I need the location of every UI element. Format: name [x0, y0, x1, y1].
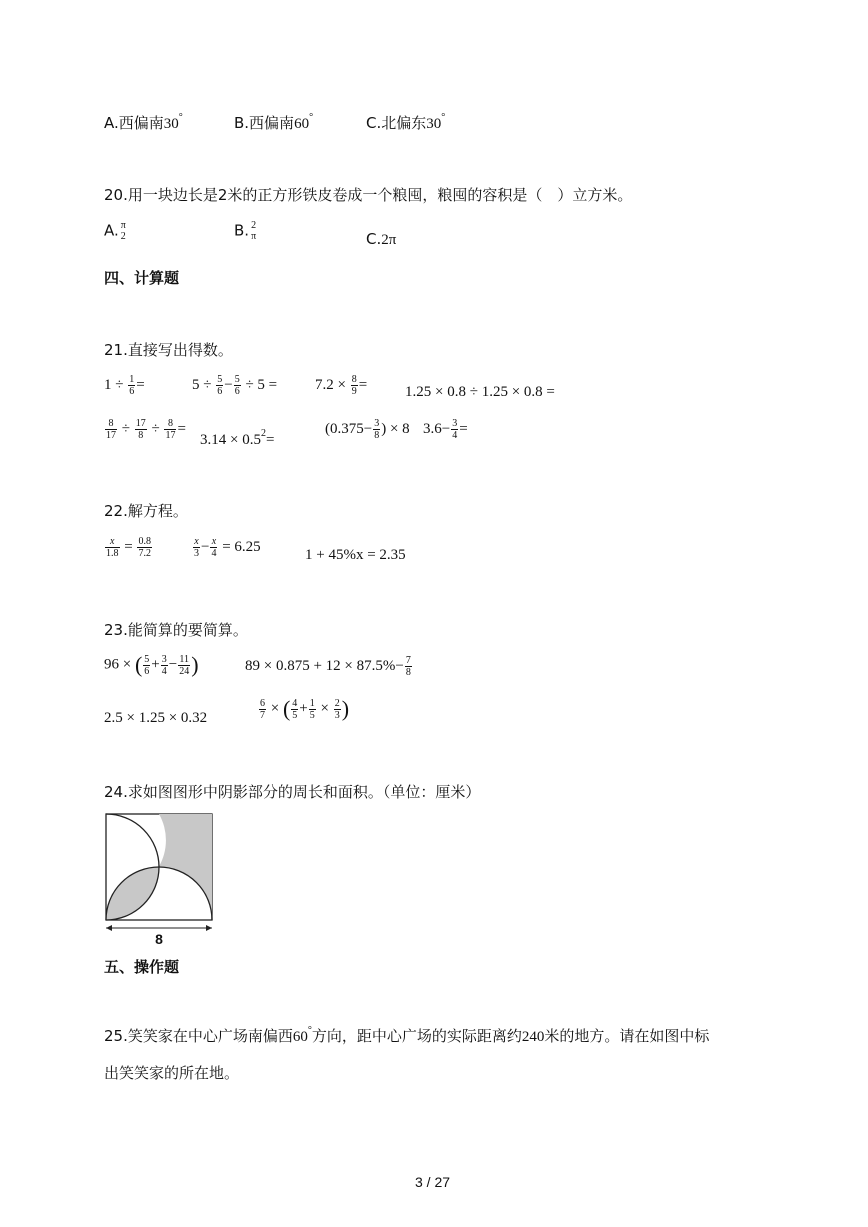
q21-expr-7 [325, 418, 410, 441]
expr-text: × [267, 700, 283, 717]
option-value: 30 [426, 116, 442, 132]
numerator: 3 [452, 418, 458, 429]
expr-text: 3.6− [423, 420, 451, 437]
numerator: 0.8 [138, 536, 151, 547]
fraction [105, 536, 120, 559]
numerator: 6 [260, 697, 265, 709]
degree-sign: ° [178, 112, 183, 123]
option-value: 30 [163, 116, 179, 132]
expr-text: 7.2 × [315, 376, 350, 393]
fraction [216, 374, 223, 397]
denominator: 7 [260, 709, 265, 721]
q25-line-2: 出笑笑家的所在地。 [104, 1064, 240, 1082]
numerator: 3 [161, 653, 167, 665]
q21-stem: 21.直接写出得数。 [104, 341, 233, 359]
denominator: 24 [179, 665, 190, 677]
numerator: 3 [374, 418, 380, 429]
expr-text: 3.14 × 0.5 [200, 432, 261, 448]
q20-option-c [366, 230, 396, 249]
fraction [120, 220, 127, 242]
q24-stem: 24.求如图图形中阴影部分的周长和面积。（单位：厘米） [104, 783, 481, 801]
option-value: 60 [294, 116, 310, 132]
expr-text: + [151, 656, 160, 673]
fraction [309, 698, 316, 721]
numerator: 5 [144, 653, 150, 665]
denominator: 17 [106, 430, 116, 441]
section-5-title: 五、操作题 [104, 958, 180, 976]
fraction [234, 374, 241, 397]
fraction [373, 418, 380, 441]
expr-text: ÷ [147, 420, 164, 437]
fraction [105, 418, 117, 441]
q21-expr-1 [104, 374, 145, 397]
option-label: C.北偏东 [366, 114, 427, 132]
q22-equation-2: $\frac{x}{3}$ − $\frac{x}{4}$ = 6.25 [194, 536, 261, 559]
option-label: B. [234, 221, 250, 240]
expr-text: ) × 8 [381, 420, 410, 437]
q20-option-b [234, 220, 258, 242]
section-4-title: 四、计算题 [104, 269, 180, 287]
denominator: 4 [211, 548, 217, 559]
option-label: A. [104, 221, 119, 240]
expr-text: 96 × [104, 656, 135, 673]
text-span: 25.笑笑家在中心广场南偏西 [104, 1027, 293, 1045]
numerator: 8 [164, 418, 176, 430]
q23-expr-1: 96 × ( $\frac{5}{6}$ + $\frac{3}{4}$ − $\frac{11}{24}$ ) [104, 652, 199, 677]
q23-expr-3: 2.5 × 1.25 × 0.32 [104, 710, 208, 726]
numerator: x [105, 536, 120, 548]
q21-expr-5 [104, 418, 186, 441]
fraction [193, 536, 200, 559]
q22-equation-1 [104, 536, 153, 559]
fraction [178, 654, 190, 677]
fraction [451, 418, 458, 441]
numerator: 2 [251, 220, 257, 231]
denominator: 6 [217, 386, 223, 397]
fraction [210, 536, 217, 559]
q22-equation-3: 1 + 45%x = 2.35 [305, 547, 406, 563]
fraction [135, 418, 147, 441]
expr-text: = [358, 376, 368, 393]
denominator: 8 [374, 430, 380, 441]
page-number: 3 / 27 [415, 1174, 451, 1190]
denominator: π [251, 231, 257, 242]
denominator: 1.8 [106, 548, 119, 559]
expr-text: ÷ [118, 420, 134, 437]
q21-expr-3 [315, 374, 367, 397]
expr-text: = [265, 432, 275, 448]
dimension-label: 8 [155, 931, 163, 947]
denominator: 3 [334, 709, 340, 721]
expr-text: 1 ÷ [104, 376, 128, 393]
fraction [161, 654, 168, 677]
degree-sign: ° [307, 1025, 312, 1036]
denominator: 2 [120, 231, 126, 242]
q21-expr-6 [200, 428, 274, 449]
numerator: x [211, 536, 217, 547]
option-label: C. [366, 230, 382, 248]
numerator: 1 [129, 374, 135, 385]
expr-text: ÷ 5 = [245, 376, 278, 393]
expr-text: = [177, 420, 186, 437]
numerator: 17 [135, 418, 146, 429]
expr-text: = [120, 538, 137, 555]
numerator: 1 [309, 697, 315, 709]
q25-line-1 [104, 1025, 709, 1046]
distance-value: 240 [521, 1029, 545, 1045]
fraction [137, 536, 152, 559]
denominator: 9 [351, 386, 357, 397]
denominator: 3 [194, 548, 199, 559]
expr-text: − [168, 656, 178, 673]
option-label: B.西偏南 [234, 114, 295, 132]
fraction [259, 698, 266, 721]
expr-text: × [316, 700, 333, 717]
q20-stem: 20.用一块边长是2米的正方形铁皮卷成一个粮囤，粮囤的容积是（ ）立方米。 [104, 186, 633, 204]
denominator: 4 [452, 430, 458, 441]
numerator: 5 [234, 374, 240, 385]
numerator: 11 [179, 653, 190, 665]
fraction [291, 698, 298, 721]
expr-text: + [299, 700, 308, 717]
q23-expr-4: $\frac{6}{7}$ × ( $\frac{4}{5}$ + $\frac{1}{5}$ × $\frac{2}{3}$ ) [260, 696, 350, 721]
exponent: 2 [260, 428, 266, 439]
q23-expr-2 [245, 655, 413, 678]
text-span: 米的地方。请在如图中标 [544, 1027, 710, 1045]
expr-text: 89 × 0.875 + 12 × 87.5%− [245, 657, 404, 674]
q19-option-b [234, 112, 313, 133]
fraction [143, 654, 150, 677]
numerator: 4 [292, 697, 298, 709]
denominator: 6 [234, 386, 240, 397]
fraction [334, 698, 341, 721]
q19-option-c [366, 112, 445, 133]
expr-text: = [136, 376, 145, 393]
denominator: 8 [405, 667, 411, 678]
degree-sign: ° [441, 112, 446, 123]
fraction [405, 655, 412, 678]
fraction [250, 220, 257, 242]
denominator: 5 [309, 709, 315, 721]
denominator: 8 [138, 430, 144, 441]
angle-value: 60 [292, 1029, 308, 1045]
numerator: x [194, 536, 199, 547]
degree-sign: ° [309, 112, 314, 123]
denominator: 7.2 [138, 548, 151, 559]
numerator: 8 [105, 418, 117, 430]
arrow-left-icon [106, 925, 112, 931]
fraction [164, 418, 176, 441]
numerator: π [120, 220, 126, 231]
arrow-right-icon [206, 925, 212, 931]
numerator: 5 [217, 374, 223, 385]
expr-text: = [459, 420, 468, 437]
q21-expr-4: 1.25 × 0.8 ÷ 1.25 × 0.8 = [405, 384, 555, 400]
q23-stem: 23.能简算的要简算。 [104, 621, 248, 639]
numerator: 8 [351, 374, 357, 385]
denominator: 4 [161, 665, 167, 677]
q21-expr-8 [423, 418, 468, 441]
q22-stem: 22.解方程。 [104, 502, 188, 520]
numerator: 7 [405, 655, 411, 666]
denominator: 5 [292, 709, 298, 721]
denominator: 6 [129, 386, 135, 397]
denominator: 17 [165, 430, 176, 441]
expr-text: = 6.25 [218, 538, 261, 555]
expr-text: (0.375− [325, 420, 373, 437]
option-label: A.西偏南 [104, 114, 164, 132]
option-value: 2π [381, 232, 397, 248]
numerator: 2 [334, 697, 340, 709]
q21-expr-2: 5 ÷ $\frac{5}{6}$ − $\frac{5}{6}$ ÷ 5 = [192, 374, 278, 397]
expr-text: 5 ÷ [192, 376, 216, 393]
fraction [128, 374, 135, 397]
text-span: 方向，距中心广场的实际距离约 [311, 1027, 522, 1045]
q20-option-a [104, 220, 128, 242]
shaded-region-figure [100, 808, 220, 948]
fraction [351, 374, 358, 397]
q19-option-a [104, 112, 183, 133]
denominator: 6 [144, 665, 150, 677]
